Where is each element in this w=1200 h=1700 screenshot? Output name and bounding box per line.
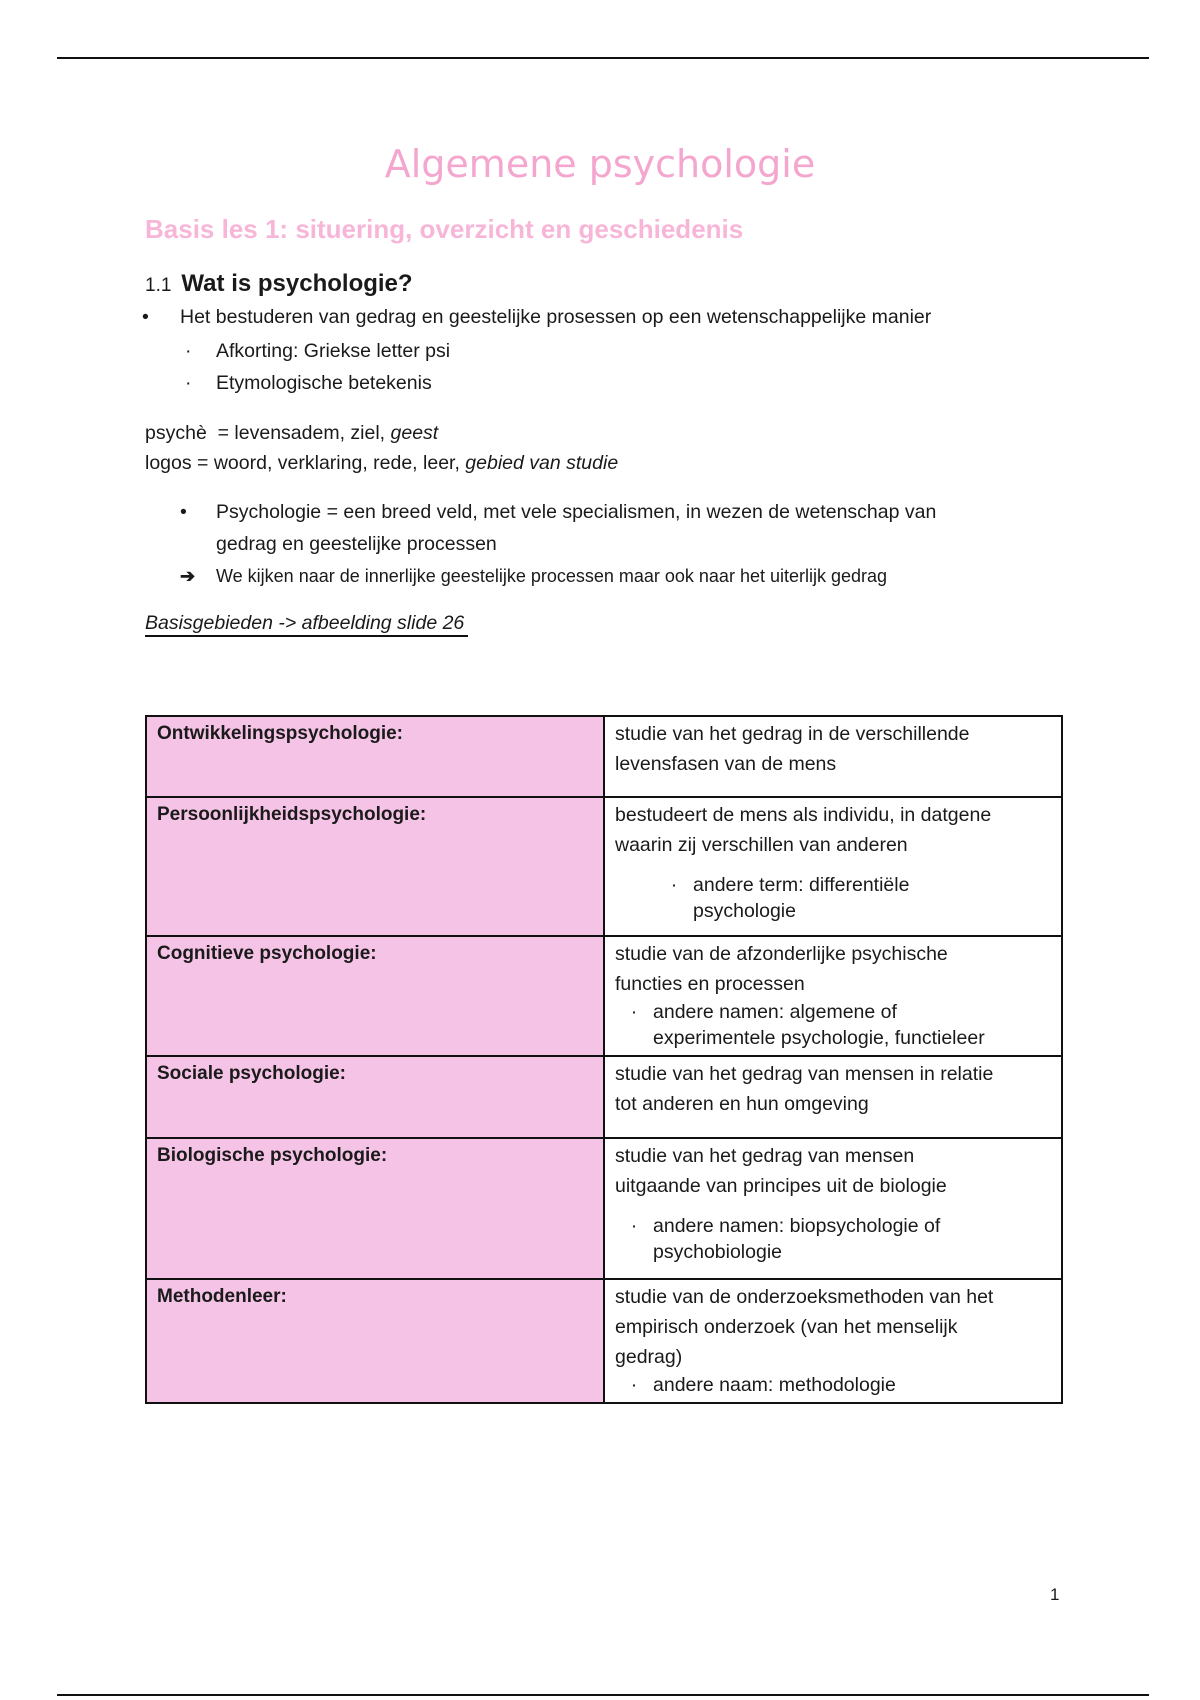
area-description: [604, 1056, 1062, 1138]
subitem-line: psychologie: [693, 900, 796, 922]
area-description: [604, 797, 1062, 936]
dot-icon: ·: [630, 1001, 638, 1023]
logos-term: logos = woord, verklaring, rede, leer,: [145, 452, 466, 474]
description-line: studie van het gedrag in de verschillende: [615, 723, 970, 745]
subitem-line: experimentele psychologie, functieleer: [653, 1027, 985, 1049]
bullet-icon: •: [142, 306, 149, 328]
arrow-text: We kijken naar de innerlijke geestelijke processen maar ook naar het uiterlijk gedrag: [216, 566, 888, 586]
description-subitem: [615, 872, 1051, 924]
bullet-icon: •: [180, 501, 187, 523]
basisgebieden-link: Basisgebieden -> afbeelding slide 26: [145, 612, 468, 637]
description-line: waarin zij verschillen van anderen: [615, 834, 908, 856]
area-name: Methodenleer:: [146, 1279, 604, 1403]
logos-line: [145, 452, 618, 475]
psyche-italic: geest: [390, 422, 439, 444]
area-description: [604, 716, 1062, 797]
subitem-line: andere term: differentiële: [693, 874, 910, 896]
description-subitem: [615, 999, 1051, 1051]
description-line: tot anderen en hun omgeving: [615, 1093, 869, 1115]
dot-icon: ·: [670, 874, 678, 896]
description-line: studie van de afzonderlijke psychische: [615, 943, 948, 965]
logos-italic: gebied van studie: [465, 452, 619, 474]
description-line: levensfasen van de mens: [615, 753, 837, 775]
area-name: Ontwikkelingspsychologie:: [146, 716, 604, 797]
table-row: [146, 1279, 1062, 1403]
area-name: Sociale psychologie:: [146, 1056, 604, 1138]
arrow-icon: ➔: [180, 566, 196, 586]
subitem-line: andere naam: methodologie: [653, 1374, 896, 1396]
description-line: studie van de onderzoeksmethoden van het: [615, 1286, 994, 1308]
subitem-line: andere namen: biopsychologie of: [653, 1215, 941, 1237]
psyche-term: psychè = levensadem, ziel,: [145, 422, 391, 444]
description-line: uitgaande van principes uit de biologie: [615, 1175, 947, 1197]
section-title: Wat is psychologie?: [181, 270, 413, 297]
area-name: Biologische psychologie:: [146, 1138, 604, 1279]
dot-icon: ·: [630, 1374, 638, 1396]
table-row: [146, 1138, 1062, 1279]
area-description: [604, 1138, 1062, 1279]
description-subitem: [615, 1213, 1051, 1265]
description-line: studie van het gedrag van mensen: [615, 1145, 915, 1167]
bullet-text: gedrag en geestelijke processen: [216, 533, 497, 555]
sub-item: Etymologische betekenis: [216, 372, 432, 394]
dot-icon: ·: [185, 372, 192, 394]
description-line: bestudeert de mens als individu, in datgene: [615, 804, 992, 826]
subitem-line: andere namen: algemene of: [653, 1001, 897, 1023]
description-line: empirisch onderzoek (van het menselijk: [615, 1316, 958, 1338]
table-row: [146, 1056, 1062, 1138]
description-line: studie van het gedrag van mensen in relatie: [615, 1063, 994, 1085]
header-rule: [57, 57, 1149, 59]
area-description: [604, 1279, 1062, 1403]
table-row: [146, 936, 1062, 1056]
basisgebieden-table: [145, 715, 1063, 1404]
dot-icon: ·: [630, 1215, 638, 1237]
dot-icon: ·: [185, 340, 192, 362]
lesson-subtitle: Basis les 1: situering, overzicht en geschiedenis: [145, 214, 744, 244]
description-subitem: [615, 1372, 1051, 1398]
area-name: Cognitieve psychologie:: [146, 936, 604, 1056]
description-line: gedrag): [615, 1346, 683, 1368]
table-row: [146, 716, 1062, 797]
subitem-line: psychobiologie: [653, 1241, 783, 1263]
section-number: 1.1: [145, 275, 172, 296]
table-row: [146, 797, 1062, 936]
footer-rule: [57, 1694, 1149, 1696]
psyche-line: [145, 422, 438, 445]
area-description: [604, 936, 1062, 1056]
page-number: 1: [1050, 1585, 1060, 1604]
sub-item: Afkorting: Griekse letter psi: [216, 340, 451, 362]
area-name: Persoonlijkheidspsychologie:: [146, 797, 604, 936]
bullet-text: Het bestuderen van gedrag en geestelijke prosessen op een wetenschappelijke manier: [180, 306, 932, 328]
document-title: Algemene psychologie: [384, 142, 816, 186]
section-heading: [145, 270, 413, 298]
description-line: functies en processen: [615, 973, 805, 995]
bullet-text: Psychologie = een breed veld, met vele specialismen, in wezen de wetenschap van: [216, 501, 937, 523]
